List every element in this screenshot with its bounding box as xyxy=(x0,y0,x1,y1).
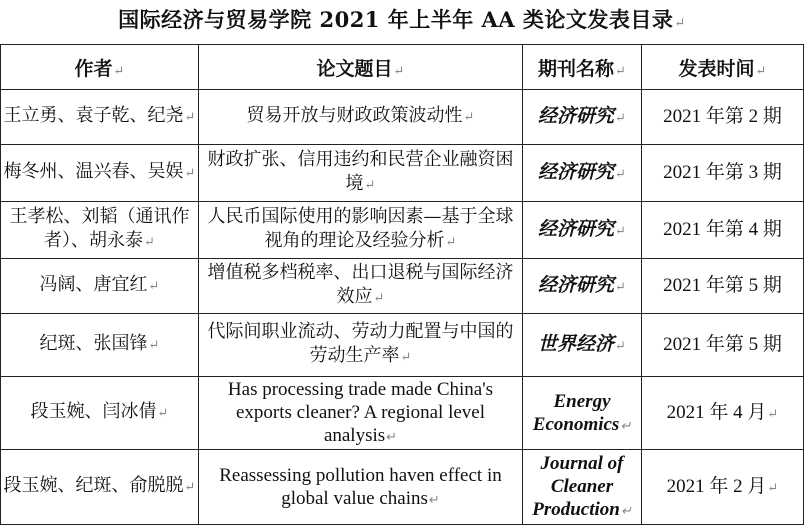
paper-title-cell: 增值税多档税率、出口退税与国际经济效应↵ xyxy=(199,259,523,314)
journal-cell: 世界经济↵ xyxy=(523,314,642,377)
paper-title-cell: Reassessing pollution haven effect in global value chains↵ xyxy=(199,450,523,525)
header-journal: 期刊名称↵ xyxy=(523,45,642,90)
header-author: 作者↵ xyxy=(1,45,199,90)
time-cell: 2021 年 4 月↵ xyxy=(642,377,804,450)
document-title: 国际经济与贸易学院 2021 年上半年 AA 类论文发表目录↵ xyxy=(118,7,686,32)
paragraph-mark: ↵ xyxy=(113,63,125,79)
paragraph-mark: ↵ xyxy=(393,63,405,79)
author-cell: 梅冬州、温兴春、吴娱↵ xyxy=(1,145,199,202)
journal-cell: 经济研究↵ xyxy=(523,259,642,314)
time-cell: 2021 年第 3 期 xyxy=(642,145,804,202)
author-cell: 纪斑、张国锋↵ xyxy=(1,314,199,377)
author-cell: 冯阔、唐宜红↵ xyxy=(1,259,199,314)
journal-cell: 经济研究↵ xyxy=(523,90,642,145)
paper-title-cell: 代际间职业流动、劳动力配置与中国的劳动生产率↵ xyxy=(199,314,523,377)
header-time: 发表时间↵ xyxy=(642,45,804,90)
journal-cell: Journal of Cleaner Production↵ xyxy=(523,450,642,525)
header-paper-title: 论文题目↵ xyxy=(199,45,523,90)
paper-title-cell: 贸易开放与财政政策波动性↵ xyxy=(199,90,523,145)
time-cell: 2021 年第 5 期 xyxy=(642,259,804,314)
author-cell: 王立勇、袁子乾、纪尧↵ xyxy=(1,90,199,145)
journal-cell: 经济研究↵ xyxy=(523,145,642,202)
time-cell: 2021 年第 4 期 xyxy=(642,202,804,259)
table-row xyxy=(1,202,804,259)
journal-cell: 经济研究↵ xyxy=(523,202,642,259)
time-cell: 2021 年第 5 期 xyxy=(642,314,804,377)
table-row xyxy=(1,145,804,202)
journal-cell: Energy Economics↵ xyxy=(523,377,642,450)
author-cell: 段玉婉、纪斑、俞脱脱↵ xyxy=(1,450,199,525)
table-row xyxy=(1,259,804,314)
table-row xyxy=(1,90,804,145)
paragraph-mark: ↵ xyxy=(755,63,767,79)
time-cell: 2021 年第 2 期 xyxy=(642,90,804,145)
paragraph-mark: ↵ xyxy=(615,63,626,79)
table-row xyxy=(1,314,804,377)
author-cell: 王孝松、刘韬（通讯作者）、胡永泰↵ xyxy=(1,202,199,259)
publication-table xyxy=(0,44,804,525)
paper-title-cell: Has processing trade made China's exports cleaner? A regional level analysis↵ xyxy=(199,377,523,450)
time-cell: 2021 年 2 月↵ xyxy=(642,450,804,525)
paper-title-cell: 人民币国际使用的影响因素—基于全球视角的理论及经验分析↵ xyxy=(199,202,523,259)
table-header-row xyxy=(1,45,804,90)
paper-title-cell: 财政扩张、信用违约和民营企业融资困境↵ xyxy=(199,145,523,202)
author-cell: 段玉婉、闫冰倩↵ xyxy=(1,377,199,450)
table-row xyxy=(1,450,804,525)
paragraph-mark: ↵ xyxy=(674,16,686,31)
table-row xyxy=(1,377,804,450)
